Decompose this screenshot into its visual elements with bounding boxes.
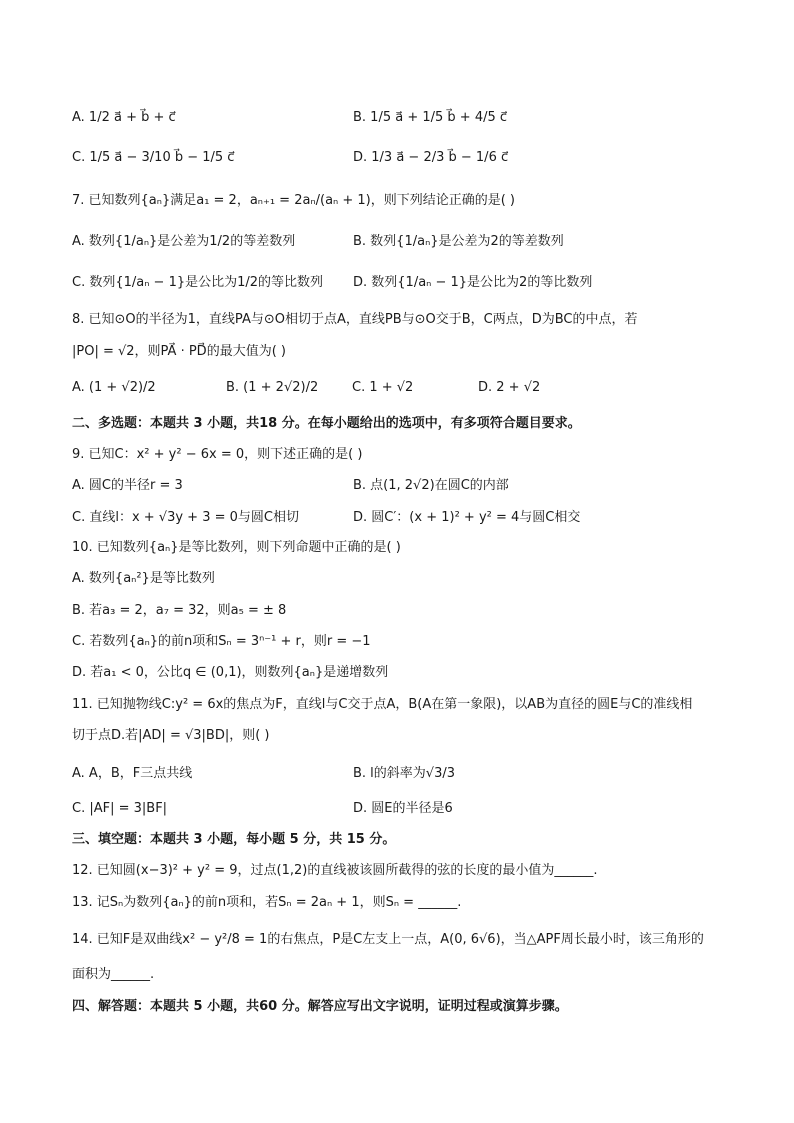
q14-line2: 面积为______. [72,967,155,982]
q10-stem: 10. 已知数列{aₙ}是等比数列，则下列命题中正确的是( ) [72,540,401,555]
q9-stem: 9. 已知C：x² + y² − 6x = 0，则下述正确的是( ) [72,447,363,462]
q6-option-d: D. 1/3 a⃗ − 2/3 b⃗ − 1/6 c⃗ [353,150,509,165]
q9-option-b: B. 点(1, 2√2)在圆C的内部 [353,478,509,493]
q6-option-c: C. 1/5 a⃗ − 3/10 b⃗ − 1/5 c⃗ [72,150,235,165]
section-3-heading: 三、填空题：本题共 3 小题，每小题 5 分，共 15 分。 [72,832,396,847]
q7-option-b: B. 数列{1/aₙ}是公差为2的等差数列 [353,234,564,249]
q8-option-a: A. (1 + √2)/2 [72,380,156,395]
q7-option-c: C. 数列{1/aₙ − 1}是公比为1/2的等比数列 [72,275,324,290]
q9-option-c: C. 直线l：x + √3y + 3 = 0与圆C相切 [72,510,299,525]
q8-option-d: D. 2 + √2 [478,380,541,395]
q11-stem-line1: 11. 已知抛物线C:y² = 6x的焦点为F，直线l与C交于点A，B(A在第一象限)，以AB为直径的圆E与C的准线相 [72,697,693,712]
q8-stem-line2: |PO| = √2，则PA⃗ · PD⃗的最大值为( ) [72,344,286,359]
q8-option-b: B. (1 + 2√2)/2 [226,380,319,395]
q9-option-a: A. 圆C的半径r = 3 [72,478,183,493]
q11-stem-line2: 切于点D.若|AD| = √3|BD|，则( ) [72,728,270,743]
q12-text: 12. 已知圆(x−3)² + y² = 9，过点(1,2)的直线被该圆所截得的弦的长度的最小值为______. [72,863,598,878]
q11-option-c: C. |AF| = 3|BF| [72,801,168,816]
q11-option-a: A. A，B，F三点共线 [72,766,193,781]
q8-option-c: C. 1 + √2 [352,380,414,395]
q14-line1: 14. 已知F是双曲线x² − y²/8 = 1的右焦点，P是C左支上一点，A(0, 6√6)，当△APF周长最小时，该三角形的 [72,932,704,947]
q10-option-a: A. 数列{aₙ²}是等比数列 [72,571,215,586]
q9-option-d: D. 圆C′：(x + 1)² + y² = 4与圆C相交 [353,510,581,525]
section-2-heading: 二、多选题：本题共 3 小题，共18 分。在每小题给出的选项中，有多项符合题目要求。 [72,416,581,431]
q7-option-d: D. 数列{1/aₙ − 1}是公比为2的等比数列 [353,275,593,290]
q6-option-b: B. 1/5 a⃗ + 1/5 b⃗ + 4/5 c⃗ [353,110,508,125]
q7-stem: 7. 已知数列{aₙ}满足a₁ = 2，aₙ₊₁ = 2aₙ/(aₙ + 1)，则下列结论正确的是( ) [72,193,515,208]
q8-stem-line1: 8. 已知⊙O的半径为1，直线PA与⊙O相切于点A，直线PB与⊙O交于B，C两点，D为BC的中点，若 [72,312,638,327]
q7-option-a: A. 数列{1/aₙ}是公差为1/2的等差数列 [72,234,296,249]
q10-option-c: C. 若数列{aₙ}的前n项和Sₙ = 3ⁿ⁻¹ + r，则r = −1 [72,634,371,649]
q11-option-d: D. 圆E的半径是6 [353,801,453,816]
q6-option-a: A. 1/2 a⃗ + b⃗ + c⃗ [72,110,176,125]
q10-option-d: D. 若a₁ < 0，公比q ∈ (0,1)，则数列{aₙ}是递增数列 [72,665,389,680]
section-4-heading: 四、解答题：本题共 5 小题，共60 分。解答应写出文字说明，证明过程或演算步骤。 [72,999,568,1014]
q11-option-b: B. l的斜率为√3/3 [353,766,456,781]
q13-text: 13. 记Sₙ为数列{aₙ}的前n项和，若Sₙ = 2aₙ + 1，则Sₙ = ______. [72,895,462,910]
q10-option-b: B. 若a₃ = 2，a₇ = 32，则a₅ = ± 8 [72,603,287,618]
